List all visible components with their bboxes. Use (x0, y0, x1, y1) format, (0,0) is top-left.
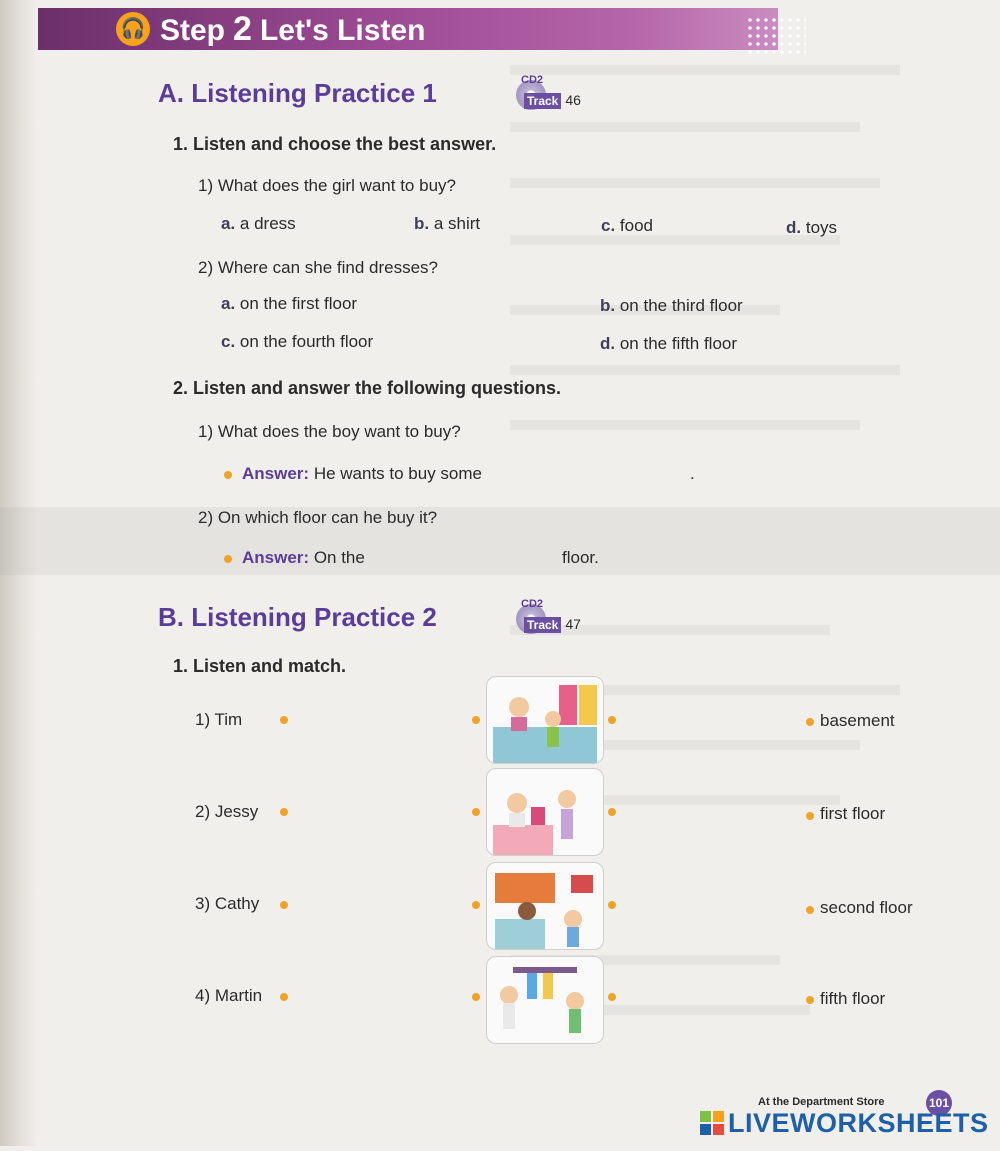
banner-step-number: 2 (233, 10, 252, 48)
match-name-cathy: 3) Cathy (195, 894, 260, 913)
liveworksheets-logo-icon (700, 1111, 724, 1135)
question-a1-1: 1) What does the girl want to buy? (198, 176, 456, 195)
match-name-tim: 1) Tim (195, 710, 243, 729)
match-dot-right[interactable] (806, 996, 814, 1004)
match-place-fifth-floor: fifth floor (820, 989, 886, 1008)
track-number: 46 (565, 92, 581, 108)
answer-label: Answer: (242, 464, 310, 483)
section-a-title: A. Listening Practice 1 (158, 78, 437, 108)
match-dot-left[interactable] (280, 808, 288, 816)
match-dot-picture-left[interactable] (472, 901, 480, 909)
picture-toy-shop (486, 956, 604, 1044)
match-place-basement: basement (820, 711, 895, 730)
task-a2-title: 2. Listen and answer the following questions. (173, 378, 562, 398)
option-letter: a. (221, 214, 236, 233)
task-a1-title: 1. Listen and choose the best answer. (173, 134, 497, 154)
option-b[interactable] (600, 296, 743, 316)
match-dot-left[interactable] (280, 993, 288, 1001)
unit-title: At the Department Store (758, 1096, 885, 1108)
picture-food-shop (486, 862, 604, 950)
match-dot-left[interactable] (280, 901, 288, 909)
option-text: toys (805, 218, 838, 237)
option-text: on the first floor (239, 294, 358, 313)
match-dot-right[interactable] (806, 718, 814, 726)
shop-illustration (487, 769, 603, 855)
match-dot-picture-right[interactable] (608, 808, 616, 816)
answer-text: He wants to buy some (313, 464, 483, 483)
answer-end-punct: . (690, 464, 695, 483)
shop-illustration (487, 677, 603, 763)
question-a1-2: 2) Where can she find dresses? (198, 258, 439, 277)
option-text: on the fifth floor (619, 334, 738, 353)
banner-step-word: Step (160, 14, 226, 47)
option-letter: b. (414, 214, 430, 233)
match-dot-picture-right[interactable] (608, 993, 616, 1001)
option-c[interactable] (221, 332, 373, 352)
match-dot-picture-left[interactable] (472, 716, 480, 724)
picture-clothes-shop (486, 768, 604, 856)
option-text: a shirt (433, 214, 481, 233)
option-text: on the third floor (619, 296, 743, 315)
cd-label: CD2 (521, 74, 544, 86)
option-letter: c. (601, 216, 616, 235)
question-a2-1: 1) What does the boy want to buy? (198, 422, 461, 441)
match-name-martin: 4) Martin (195, 986, 263, 1005)
option-d[interactable] (600, 334, 737, 354)
option-d[interactable] (786, 218, 837, 238)
shop-illustration (487, 957, 603, 1043)
option-letter: d. (786, 218, 802, 237)
match-dot-left[interactable] (280, 716, 288, 724)
page-number: 101 (926, 1090, 952, 1116)
option-text: a dress (239, 214, 296, 233)
track-word: Track (524, 617, 561, 633)
answer-a2-2 (224, 548, 365, 568)
picture-basement-shop (486, 676, 604, 764)
banner-dot-pattern (746, 16, 806, 56)
option-b[interactable] (414, 214, 480, 234)
liveworksheets-watermark (700, 1108, 989, 1139)
headphones-icon: 🎧 (116, 12, 150, 46)
option-text: on the fourth floor (239, 332, 374, 351)
track-label (524, 92, 581, 108)
match-dot-picture-left[interactable] (472, 993, 480, 1001)
bullet-icon (224, 471, 232, 479)
option-a[interactable] (221, 214, 296, 234)
match-dot-right[interactable] (806, 906, 814, 914)
match-dot-picture-right[interactable] (608, 901, 616, 909)
option-letter: c. (221, 332, 236, 351)
match-place-first-floor: first floor (820, 804, 886, 823)
match-name-jessy: 2) Jessy (195, 802, 259, 821)
answer-a2-1 (224, 464, 482, 484)
track-word: Track (524, 93, 561, 109)
track-label (524, 616, 581, 632)
question-a2-2: 2) On which floor can he buy it? (198, 508, 438, 527)
option-letter: d. (600, 334, 616, 353)
match-dot-picture-right[interactable] (608, 716, 616, 724)
shop-illustration (487, 863, 603, 949)
answer-text: On the (313, 548, 365, 567)
match-dot-picture-left[interactable] (472, 808, 480, 816)
bullet-icon (224, 555, 232, 563)
section-b-title: B. Listening Practice 2 (158, 602, 437, 632)
watermark-text: LIVEWORKSHEETS (728, 1108, 989, 1138)
option-c[interactable] (601, 216, 653, 236)
option-text: food (619, 216, 654, 235)
match-dot-right[interactable] (806, 812, 814, 820)
banner-title-text: Let's Listen (259, 14, 426, 47)
option-letter: a. (221, 294, 236, 313)
answer-label: Answer: (242, 548, 310, 567)
bleed-through-band (0, 507, 1000, 575)
task-b1-title: 1. Listen and match. (173, 656, 347, 676)
option-letter: b. (600, 296, 616, 315)
cd-label: CD2 (521, 598, 544, 610)
match-place-second-floor: second floor (820, 898, 913, 917)
option-a[interactable] (221, 294, 357, 314)
banner-title (160, 10, 425, 49)
answer-end-text: floor. (562, 548, 599, 567)
track-number: 47 (565, 616, 581, 632)
step-banner (38, 8, 778, 50)
